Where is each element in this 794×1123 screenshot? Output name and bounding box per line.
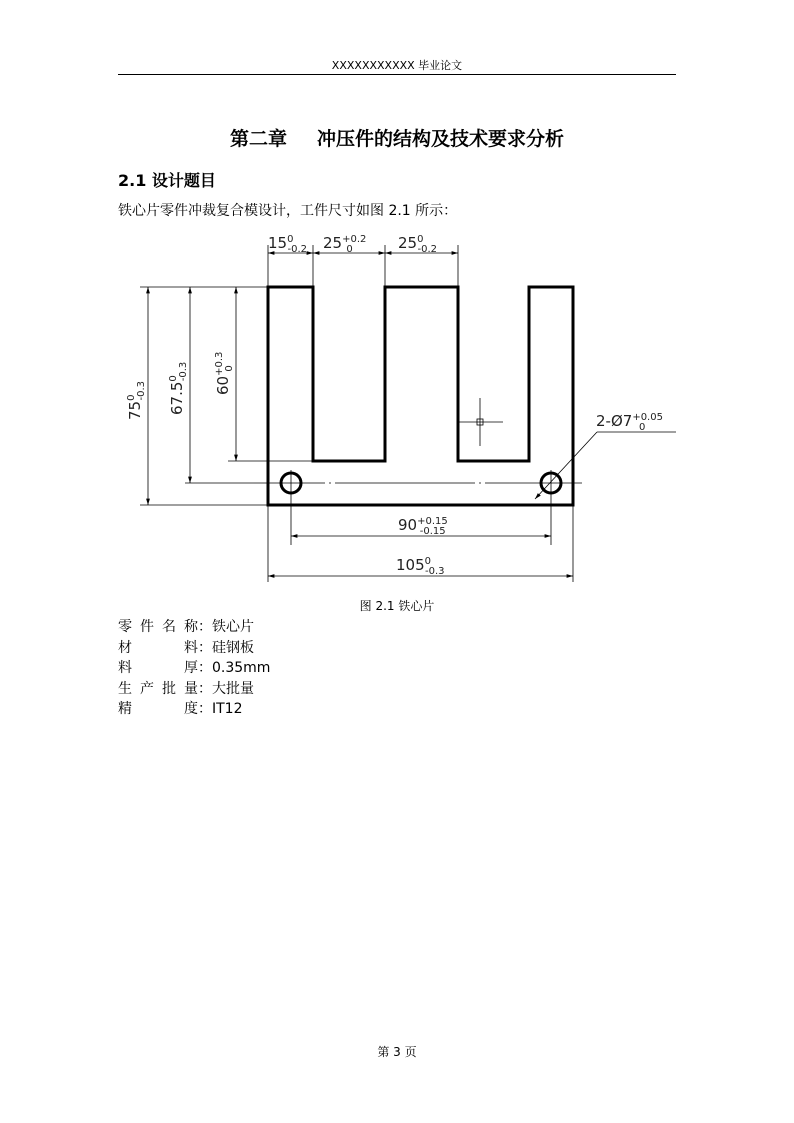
header-rule (118, 74, 676, 75)
spec-value: IT12 (212, 701, 243, 717)
section-title: 2.1 设计题目 (118, 171, 216, 190)
spec-row: 生产批量 ： 大批量 (118, 679, 270, 700)
figure-caption: 图 2.1 铁心片 (359, 599, 435, 613)
dim-hole: $2-Ø7^{+0.05}$ 0 (596, 412, 663, 433)
dim-left1: $75^0-0.3$ (126, 381, 147, 420)
spec-value: 铁心片 (212, 619, 254, 635)
spec-row: 零件名称 ： 铁心片 (118, 617, 270, 638)
dim-top3: $25^0$ -0.2 (398, 234, 437, 255)
spec-row: 精度 ： IT12 (118, 699, 270, 720)
spec-row: 料厚 ： 0.35mm (118, 658, 270, 679)
hole-leader (535, 432, 597, 499)
spec-value: 0.35mm (212, 660, 271, 676)
spec-value: 硅钢板 (212, 639, 254, 656)
spec-label: 精度 (118, 701, 198, 717)
chapter-number: 第二章 (229, 128, 287, 150)
dim-left2: 67.5$^0$-0.3 (168, 361, 189, 415)
spec-value: 大批量 (212, 680, 254, 697)
spec-label: 生产批量 (118, 680, 198, 697)
dim-bottom1: $90^{+0.15}$ -0.15 (398, 516, 448, 537)
dim-top2: $25^{+0.2}$ 0 (323, 234, 367, 255)
dim-top1: $15^0$ -0.2 (268, 234, 307, 255)
chapter-title (0, 124, 794, 151)
part-outline (268, 287, 573, 505)
spec-label: 料厚 (118, 660, 198, 676)
page-footer: 第 3 页 (377, 1045, 417, 1059)
intro-paragraph: 铁心片零件冲裁复合模设计，工件尺寸如图 2.1 所示： (118, 203, 458, 219)
spec-row: 材料 ： 硅钢板 (118, 638, 270, 659)
dim-left3: $60^{+0.3}0$ (214, 351, 235, 395)
spec-label: 零件名称 (118, 619, 198, 635)
part-drawing (110, 225, 680, 585)
spec-list (118, 617, 270, 720)
page-header: XXXXXXXXXXX 毕业论文 (331, 59, 463, 72)
spec-label: 材料 (118, 639, 198, 656)
dim-bottom2: $105^0$ -0.3 (396, 556, 445, 577)
chapter-name: 冲压件的结构及技术要求分析 (317, 128, 565, 150)
